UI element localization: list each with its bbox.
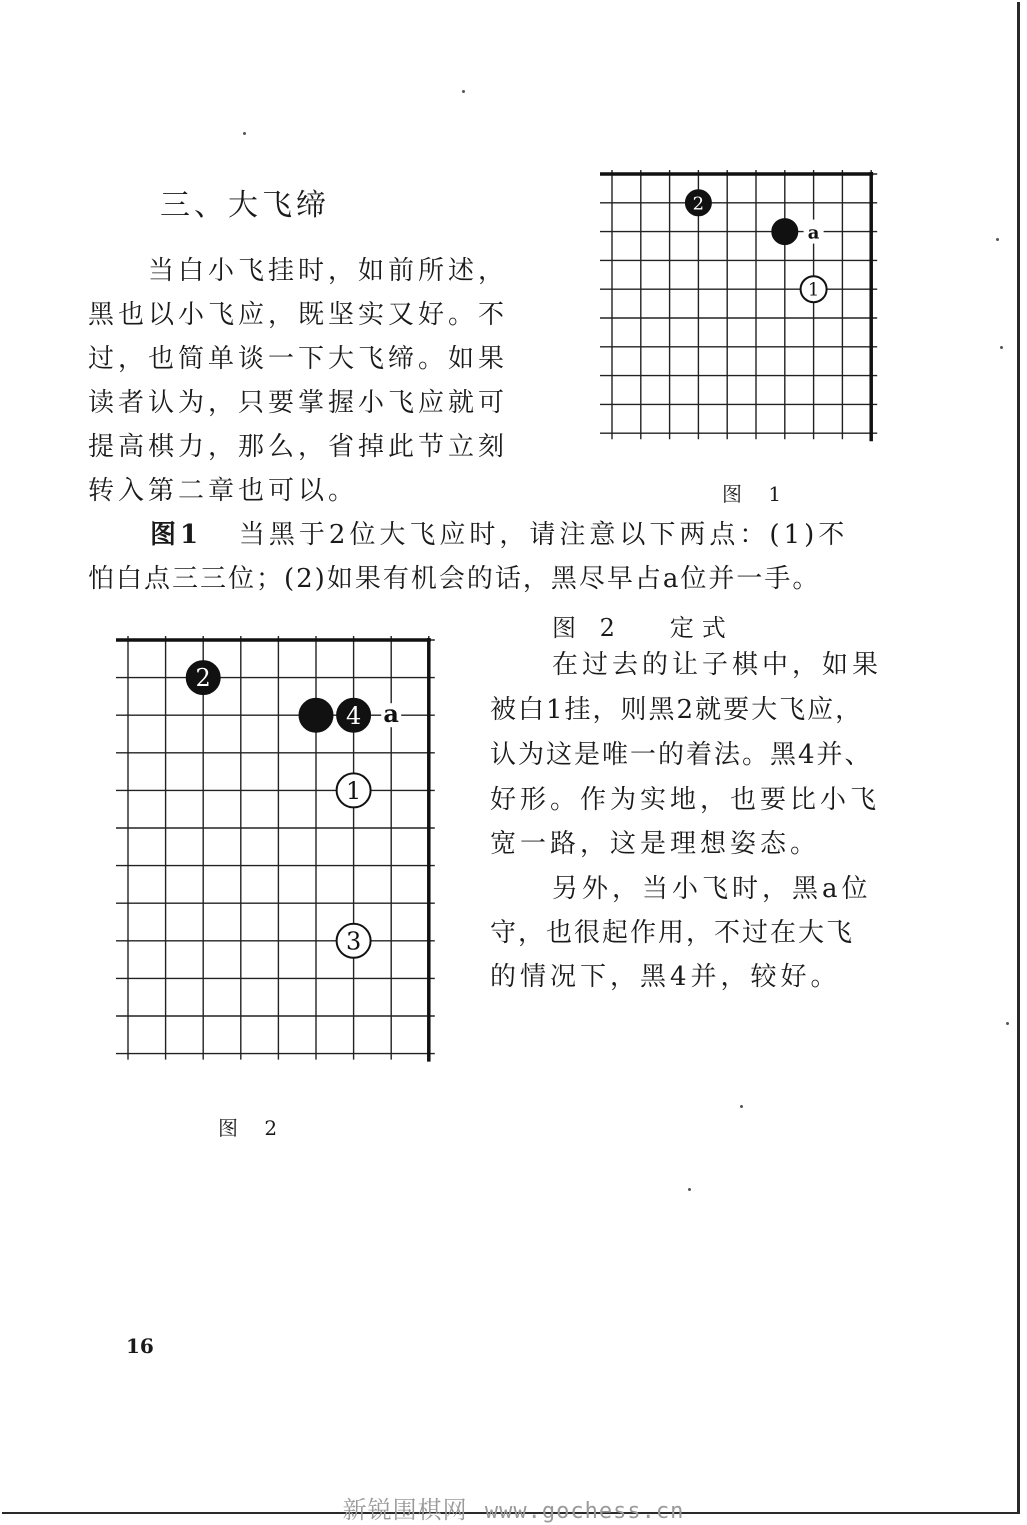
figure-2-heading-label: 图 2 [552,614,623,642]
watermark [0,1490,1027,1525]
body-line: 的情况下，黑4并，较好。 [490,962,841,992]
intro-line: 过，也简单谈一下大飞缔。如果 [88,344,509,374]
section-title: 三、大飞缔 [160,188,330,223]
figure-2-heading [552,608,734,643]
intro-line: 提高棋力，那么，省掉此节立刻 [88,432,509,462]
stone-move-number: 3 [345,927,362,956]
scan-speck [996,238,999,241]
intro-line: 黑也以小飞应，既坚实又好。不 [88,300,509,330]
figure-1-text-line: 怕白点三三位；(2)如果有机会的话，黑尽早占a位并一手。 [88,564,821,594]
go-board-figure-2 [110,632,440,1076]
scan-speck [688,1188,691,1191]
figure-1-text-line [150,522,848,548]
intro-line: 读者认为，只要掌握小飞应就可 [88,388,509,418]
figure-2-caption: 图 2 [218,1116,288,1140]
body-line: 守，也很起作用，不过在大飞 [490,918,855,948]
intro-line: 转入第二章也可以。 [88,476,359,506]
board-grid [600,170,877,441]
stone-move-number: 2 [195,664,211,693]
scan-speck [1006,1022,1009,1025]
stone-move-number: 4 [345,701,362,730]
figure-1-text: 当黑于2位大飞应时，请注意以下两点：(1)不 [238,520,849,550]
body-line: 宽一路，这是理想姿态。 [490,829,821,859]
stone-move-number: 1 [807,279,820,301]
black-stone [772,219,798,245]
body-line: 另外，当小飞时，黑a位 [552,874,872,904]
figure-1-caption: 图 1 [722,482,792,506]
scan-speck [740,1105,743,1108]
intro-line: 当白小飞挂时，如前所述， [148,256,509,286]
stone-move-number: 2 [692,193,705,215]
stone-move-number: 1 [345,777,362,806]
body-line: 被白1挂，则黑2就要大飞应， [490,695,864,725]
body-line: 认为这是唯一的着法。黑4并、 [490,740,873,770]
figure-2-heading-title: 定式 [669,614,734,642]
watermark-site: 新锐围棋网 [342,1496,468,1524]
figure-1-label: 图1 [150,520,203,550]
marker-a-label: a [383,699,399,729]
watermark-url: www.gochess.cn [484,1499,685,1524]
body-line: 在过去的让子棋中，如果 [552,650,883,680]
black-stone [299,698,333,732]
body-line: 好形。作为实地，也要比小飞 [490,785,881,815]
go-board-figure-1 [594,168,878,448]
marker-a-label: a [807,222,820,244]
scan-speck [1000,346,1003,349]
page-number: 16 [126,1334,154,1358]
scan-speck [243,132,246,135]
scan-speck [462,90,465,93]
